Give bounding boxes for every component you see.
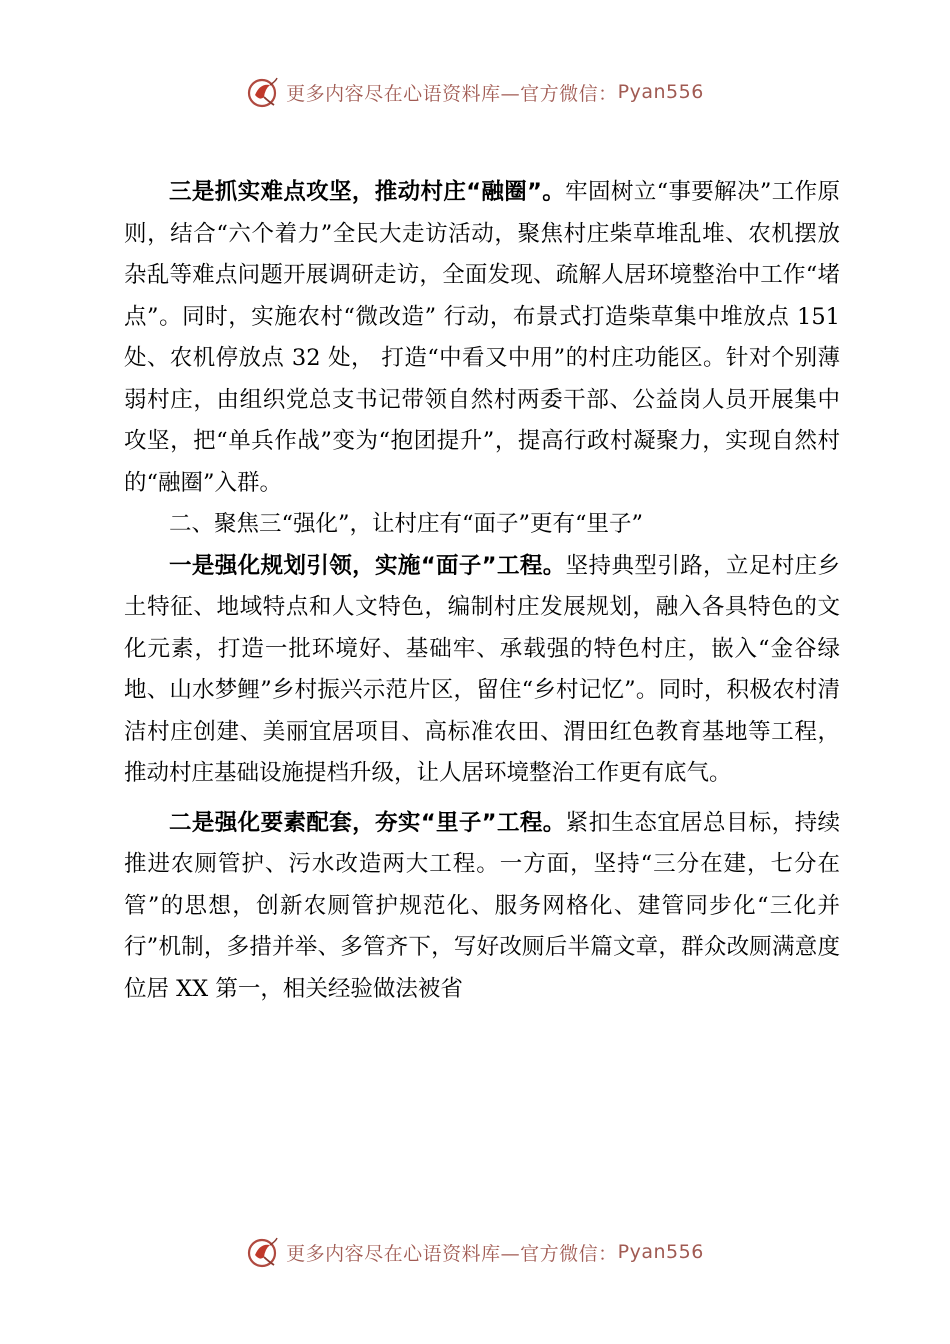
paragraph-lead: 二是强化要素配套，夯实“里子”工程。 (169, 809, 566, 836)
watermark-text: 更多内容尽在心语资料库—官方微信： (286, 82, 618, 105)
rose-logo-icon (246, 1235, 280, 1269)
paragraph-text: 紧扣生态宜居总目标，持续推进农厕管护、污水改造两大工程。一方面，坚持“三分在建，七分在管”的思想，创新农厕管护规范化、服务网格化、建管同步化“三化并行”机制，多措并举、多管齐下，写好改厕后半篇文章，群众改厕满意度位居 XX 第一，相关经验做法被省 (124, 809, 840, 1002)
paragraph (124, 172, 840, 504)
section-heading (124, 504, 840, 546)
watermark-text: 更多内容尽在心语资料库—官方微信： (286, 1242, 618, 1265)
paragraph (124, 803, 840, 1011)
watermark-account: Pyan556 (617, 81, 704, 103)
watermark-header (0, 72, 950, 112)
paragraph-lead: 三是抓实难点攻坚，推动村庄“融圈”。 (169, 179, 566, 205)
rose-logo-icon (246, 75, 280, 109)
paragraph (124, 546, 840, 795)
paragraph-text: 牢固树立“事要解决”工作原则，结合“六个着力”全民大走访活动，聚焦村庄柴草堆乱堆、农机摆放杂乱等难点问题开展调研走访，全面发现、疏解人居环境整治中工作“堵点”。同时，实施农村“微改造” 行动，布景式打造柴草集中堆放点 151 处、农机停放点 32 处， 打造“中看又中用”的村庄功能区。针对个别薄弱村庄，由组织党总支书记带领自然村两委干部、公益岗人员开展集中攻坚，把“单兵作战”变为“抱团提升”，提高行政村凝聚力，实现自然村的“融圈”入群。 (124, 179, 840, 496)
document-body (124, 172, 840, 1010)
watermark-footer (0, 1232, 950, 1272)
paragraph-text: 坚持典型引路，立足村庄乡土特征、地域特点和人文特色，编制村庄发展规划，融入各具特色的文化元素，打造一批环境好、基础牢、承载强的特色村庄，嵌入“金谷绿地、山水梦鲤”乡村振兴示范片区，留住“乡村记忆”。同时，积极农村清洁村庄创建、美丽宜居项目、高标准农田、渭田红色教育基地等工程，推动村庄基础设施提档升级，让人居环境整治工作更有底气。 (124, 552, 840, 786)
paragraph-lead: 一是强化规划引领，实施“面子”工程。 (169, 552, 566, 579)
heading-text: 二、聚焦三“强化”，让村庄有“面子”更有“里子” (169, 511, 644, 537)
watermark-account: Pyan556 (617, 1241, 704, 1263)
